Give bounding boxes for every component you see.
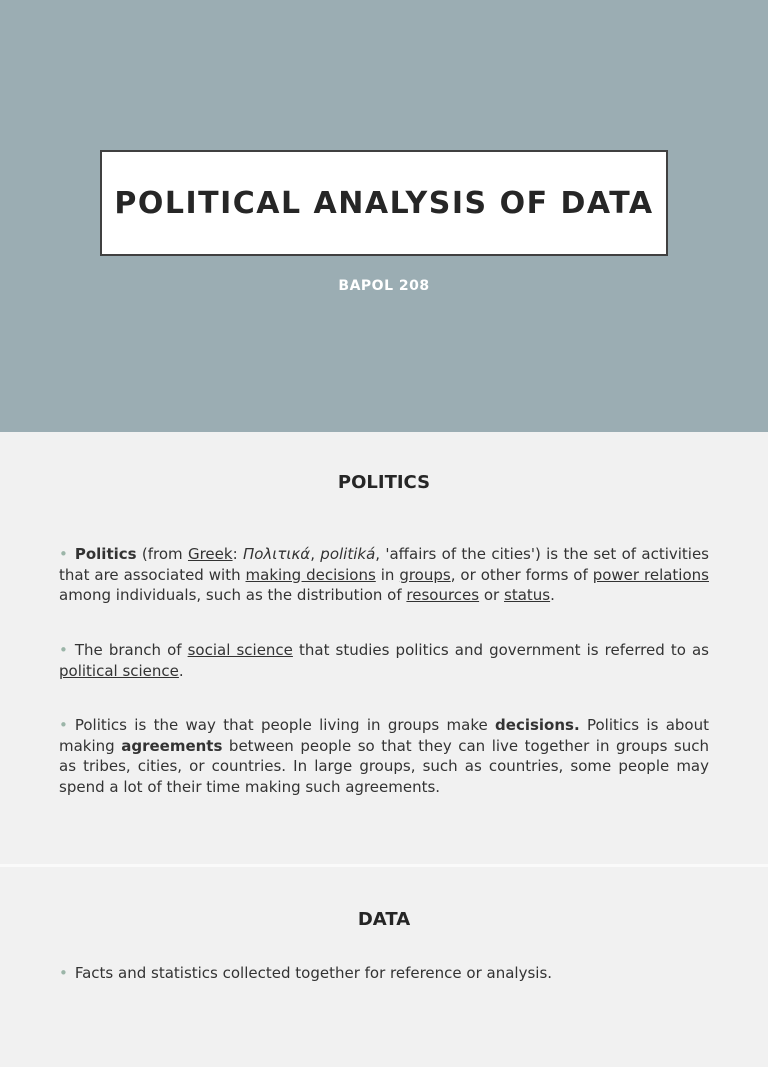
text: .	[178, 661, 184, 680]
text: in	[375, 565, 400, 584]
link-resources[interactable]: resources	[406, 586, 480, 604]
text: that studies politics and government is referred to as	[292, 641, 709, 659]
text: among individuals, such as the distribution of	[59, 586, 407, 604]
link-greek[interactable]: Greek	[187, 545, 233, 563]
presentation-title: POLITICAL ANALYSIS OF DATA	[114, 185, 654, 221]
text: (from	[136, 545, 188, 563]
bullet-icon: •	[59, 964, 68, 982]
title-box	[100, 150, 668, 256]
politics-heading: POLITICS	[337, 472, 431, 493]
text: Facts and statistics collected together for reference or analysis.	[74, 964, 553, 982]
politics-slide	[0, 432, 768, 864]
politics-paragraph-1	[59, 544, 709, 606]
data-paragraph-1	[59, 963, 709, 984]
politics-paragraph-3	[59, 715, 709, 797]
text: , or other forms of	[450, 565, 593, 584]
text: Politics is the way that people living in groups make	[74, 716, 496, 734]
politics-paragraph-2	[59, 640, 709, 681]
transliteration: politiká	[320, 545, 376, 563]
politics-term: Politics	[74, 545, 137, 563]
data-slide	[0, 866, 768, 1067]
link-political-science[interactable]: political science	[59, 661, 179, 680]
link-making-decisions[interactable]: making decisions	[245, 565, 376, 584]
link-status[interactable]: status	[504, 586, 551, 604]
text: ,	[310, 545, 321, 563]
presentation-subtitle: BAPOL 208	[338, 278, 430, 294]
text: Politics is about making	[59, 716, 709, 755]
link-groups[interactable]: groups	[399, 565, 451, 584]
text: .	[550, 586, 555, 604]
bullet-icon: •	[59, 545, 68, 563]
text: The branch of	[74, 641, 188, 659]
title-slide	[0, 0, 768, 432]
bullet-icon: •	[59, 716, 68, 734]
greek-word: Πολιτικά	[242, 545, 311, 563]
text: :	[232, 545, 243, 563]
text: , 'affairs of the cities') is the set of activities that are associated with	[59, 545, 710, 584]
data-heading: DATA	[357, 909, 411, 930]
link-social-science[interactable]: social science	[187, 641, 293, 659]
link-power-relations[interactable]: power relations	[592, 565, 709, 584]
text: or	[479, 586, 504, 604]
agreements-term: agreements	[121, 736, 223, 755]
bullet-icon: •	[59, 641, 68, 659]
text: between people so that they can live together in groups such as tribes, cities, or countries. In large groups, such as countries, some people may spend a lot of their time making such agreements.	[59, 736, 709, 796]
decisions-term: decisions.	[495, 716, 580, 734]
